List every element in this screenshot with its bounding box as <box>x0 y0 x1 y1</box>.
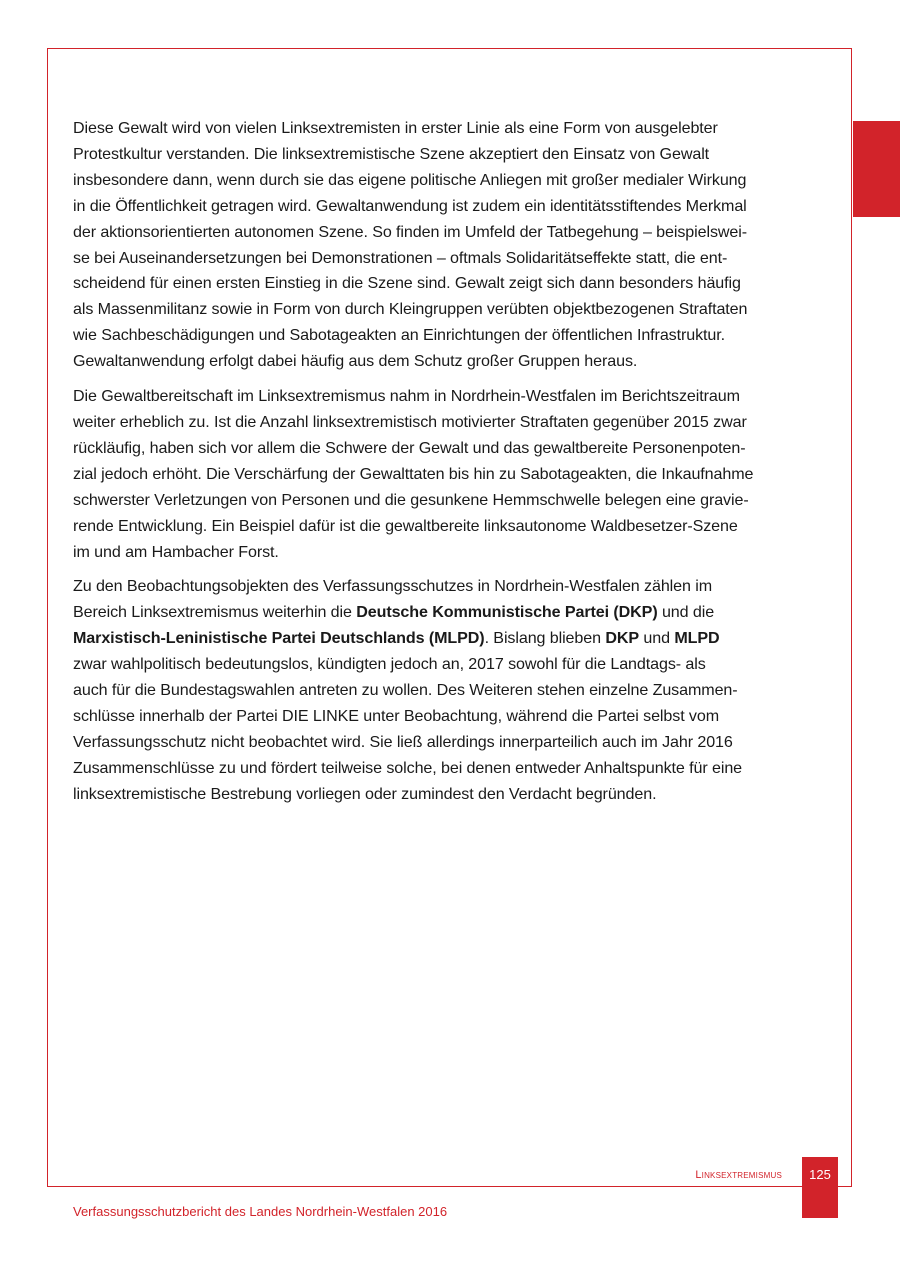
text-line: scheidend für einen ersten Einstieg in die Szene sind. Gewalt zeigt sich dann besonders häufig <box>73 274 741 293</box>
text-line: schwerster Verletzungen von Personen und die gesunkene Hemmschwelle belegen eine gravie- <box>73 490 749 509</box>
paragraph-observed-parties <box>73 574 813 807</box>
text-line: auch für die Bundestagswahlen antreten zu wollen. Des Weiteren stehen einzelne Zusammen- <box>73 681 738 700</box>
text-line: Zusammenschlüsse zu und fördert teilweise solche, bei denen entweder Anhaltspunkte für eine <box>73 758 743 777</box>
text-line: Die Gewaltbereitschaft im Linksextremismus nahm in Nordrhein-Westfalen im Berichtszeitraum <box>73 387 740 406</box>
text-line: rückläufig, haben sich vor allem die Schwere der Gewalt und das gewaltbereite Personenpoten- <box>73 438 746 457</box>
chapter-tab-marker <box>853 121 900 217</box>
text-line: Gewaltanwendung erfolgt dabei häufig aus dem Schutz großer Gruppen heraus. <box>73 352 638 371</box>
page-number: 125 <box>809 1167 831 1182</box>
text-run: und die <box>657 603 715 622</box>
text-line: in die Öffentlichkeit getragen wird. Gewaltanwendung ist zudem ein identitätsstiftendes Merkmal <box>73 196 747 215</box>
text-line: zial jedoch erhöht. Die Verschärfung der Gewalttaten bis hin zu Sabotageakten, die Inkaufnahme <box>73 464 754 483</box>
text-line: im und am Hambacher Forst. <box>73 542 279 561</box>
text-run: . Bislang blieben <box>484 629 606 648</box>
text-line: zwar wahlpolitisch bedeutungslos, kündigten jedoch an, 2017 sowohl für die Landtags- als <box>73 655 706 674</box>
party-abbr-dkp: DKP <box>605 629 640 648</box>
paragraph-violence-culture <box>73 116 813 375</box>
text-line: Diese Gewalt wird von vielen Linksextremisten in erster Linie als eine Form von ausgelebter <box>73 119 718 137</box>
footer-report-title: Verfassungsschutzbericht des Landes Nordrhein-Westfalen 2016 <box>73 1204 448 1219</box>
text-line: Protestkultur verstanden. Die linksextremistische Szene akzeptiert den Einsatz von Gewalt <box>73 144 710 163</box>
text-run: und <box>639 629 675 648</box>
text-line: weiter erheblich zu. Ist die Anzahl linksextremistisch motivierter Straftaten gegenüber 2015 zwar <box>73 412 747 431</box>
text-line: insbesondere dann, wenn durch sie das eigene politische Anliegen mit großer medialer Wirkung <box>73 170 747 189</box>
text-line <box>73 600 813 626</box>
text-line: se bei Auseinandersetzungen bei Demonstrationen – oftmals Solidaritätseffekte statt, die ent- <box>73 248 728 267</box>
text-line: wie Sachbeschädigungen und Sabotageakten an Einrichtungen der öffentlichen Infrastruktur. <box>73 326 726 345</box>
party-name-mlpd-full: Marxistisch-Leninistische Partei Deutschlands (MLPD) <box>73 629 485 648</box>
text-line: rende Entwicklung. Ein Beispiel dafür ist die gewaltbereite linksautonome Waldbesetzer-Szene <box>73 516 738 535</box>
text-line: Zu den Beobachtungsobjekten des Verfassungsschutzes in Nordrhein-Westfalen zählen im <box>73 577 713 596</box>
paragraph-violence-trend <box>73 384 813 565</box>
text-line: als Massenmilitanz sowie in Form von durch Kleingruppen verübten objektbezogenen Straftaten <box>73 300 748 319</box>
text-line: Verfassungsschutz nicht beobachtet wird. Sie ließ allerdings innerparteilich auch im Jahr 2016 <box>73 732 733 751</box>
page-number-box <box>802 1157 838 1218</box>
section-label: Linksextremismus <box>695 1169 782 1181</box>
party-abbr-mlpd: MLPD <box>674 629 720 648</box>
text-run: Bereich Linksextremismus weiterhin die <box>73 603 357 622</box>
party-name-dkp-full: Deutsche Kommunistische Partei (DKP) <box>356 603 658 622</box>
text-line <box>73 626 813 652</box>
text-line: der aktionsorientierten autonomen Szene. So finden im Umfeld der Tatbegehung – beispielswei- <box>73 222 748 241</box>
text-line: linksextremistische Bestrebung vorliegen oder zumindest den Verdacht begründen. <box>73 784 657 803</box>
body-text <box>73 116 813 817</box>
text-line: schlüsse innerhalb der Partei DIE LINKE unter Beobachtung, während die Partei selbst vom <box>73 706 720 725</box>
